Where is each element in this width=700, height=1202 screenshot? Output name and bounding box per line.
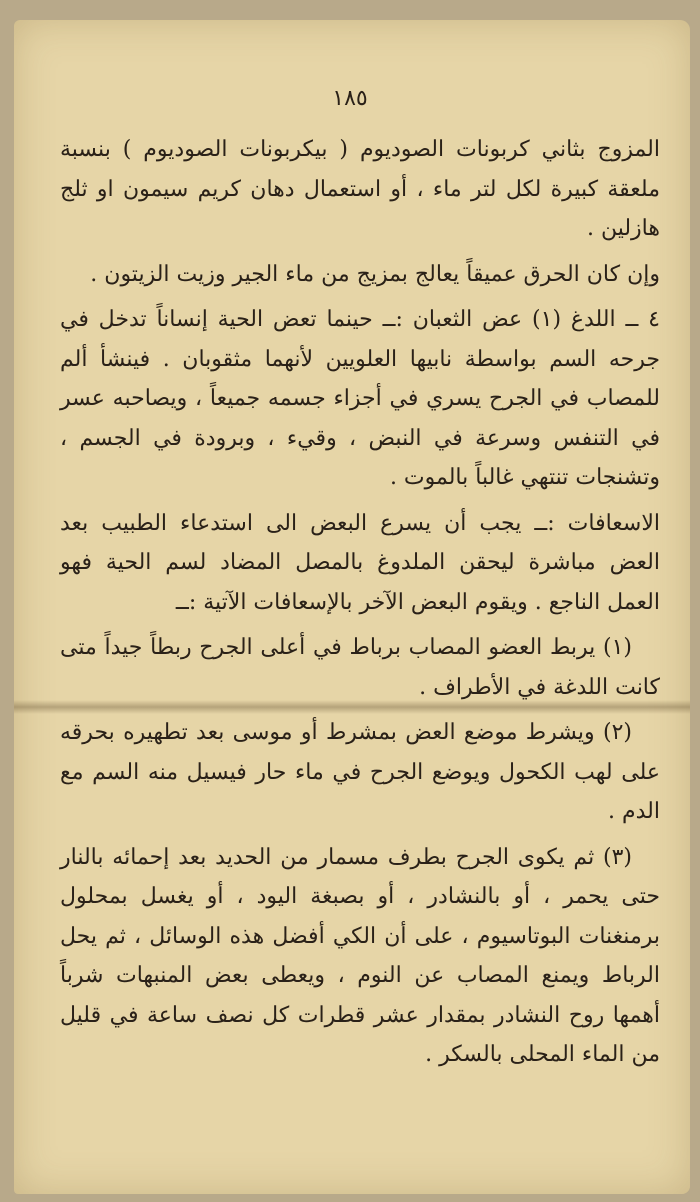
- paragraph-snake-bite: ٤ ــ اللدغ (١) عض الثعبان :ــ حينما تعض الحية إنساناً تدخل في جرحه السم بواسطة نابيها العلويين لأنهما مثقوبان . فينشأ ألم للمصاب في الجرح يسري في أجزاء جسمه جميعاً ، ويصاحبه عسر في التنفس وسرعة في النبض ، وقيء ، وبرودة في الجسم ، وتشنجات تنتهي غالباً بالموت .: [60, 307, 660, 490]
- paragraph-bicarbonate: المزوج بثاني كربونات الصوديوم ( بيكربونات الصوديوم ) بنسبة ملعقة كبيرة لكل لتر ماء ، أو استعمال دهان كريم سيمون او ثلج هازلين .: [60, 137, 660, 241]
- page-text: [60, 130, 660, 1081]
- paragraph-step-2: (٢) ويشرط موضع العض بمشرط أو موسى بعد تطهيره بحرقه على لهب الكحول ويوضع الجرح في ماء حار فيسيل منه السم مع الدم .: [60, 720, 660, 824]
- paragraph-first-aid: الاسعافات :ــ يجب أن يسرع البعض الى استدعاء الطبيب بعد العض مباشرة ليحقن الملدوغ بالمصل المضاد لسم الحية فهو العمل الناجع . ويقوم البعض الآخر بالإسعافات الآتية :ــ: [60, 510, 660, 615]
- page-number: ١٨٥: [332, 86, 368, 111]
- paragraph-step-1: (١) يربط العضو المصاب برباط في أعلى الجرح ربطاً جيداً متى كانت اللدغة في الأطراف .: [60, 635, 660, 700]
- paragraph-step-3: (٣) ثم يكوى الجرح بطرف مسمار من الحديد بعد إحمائه بالنار حتى يحمر ، أو بالنشادر ، أو بصبغة اليود ، أو يغسل بمحلول برمنغنات البوتاسيوم ، على أن الكي أفضل هذه الوسائل ، ثم يحل الرباط ويمنع المصاب عن النوم ، ويعطى بعض المنبهات شرباً أهمها روح النشادر بمقدار عشر قطرات كل نصف ساعة في قليل من الماء المحلى بالسكر .: [60, 844, 660, 1067]
- paragraph-deep-burn: وإن كان الحرق عميقاً يعالج بمزيج من ماء الجير وزيت الزيتون .: [90, 261, 660, 287]
